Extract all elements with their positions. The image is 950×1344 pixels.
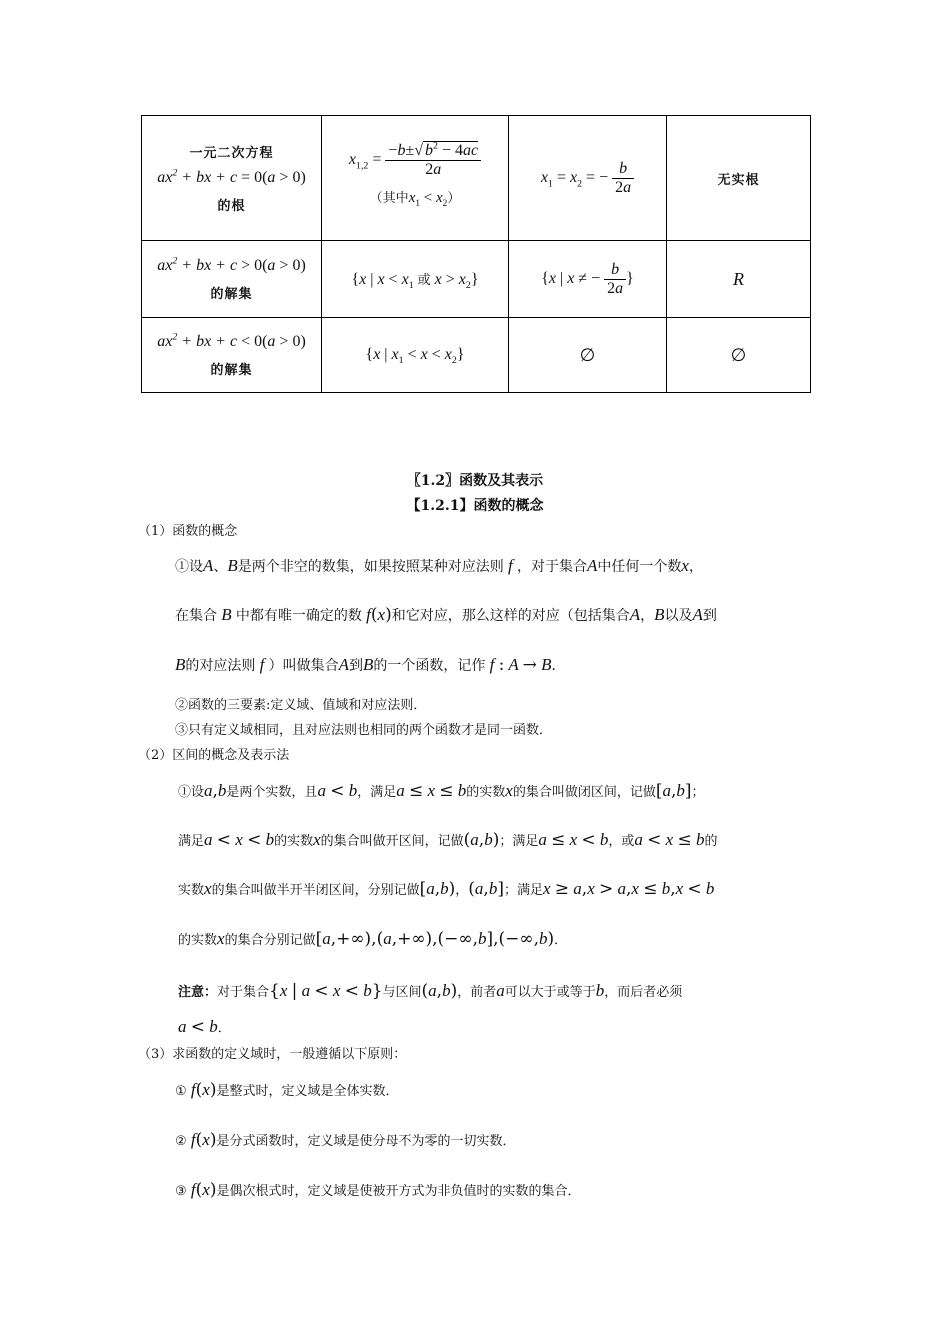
text: 满足 — [178, 834, 205, 849]
paragraph-line: B的对应法则 f ）叫做集合A到B的一个函数，记作 f : A → B． — [175, 655, 566, 675]
table-cell — [322, 318, 509, 393]
text: ． — [217, 1021, 231, 1036]
text: 的集合叫做开区间，记做 — [320, 834, 464, 849]
paragraph-line: 满足a < x < b的实数x的集合叫做开区间，记做(a,b)；满足a ≤ x < b，或a < x ≤ b的 — [178, 830, 718, 850]
or-text: 或 — [417, 272, 431, 287]
real-set: R — [733, 268, 744, 289]
text: 是两个实数，且 — [226, 785, 318, 800]
text: 是偶次根式时，定义域是使被开方式为非负值时的实数的集合． — [216, 1184, 581, 1199]
text: 中都有唯一确定的数 — [235, 608, 362, 624]
text: 到 — [702, 608, 717, 624]
note-text: （其中 — [369, 190, 409, 206]
text: ①设 — [175, 559, 203, 575]
solution-set: {x | x ≠ − $\frac{b}{2a}$ } — [541, 260, 634, 297]
text: 是整式时，定义域是全体实数． — [216, 1084, 399, 1099]
rule-line: ② f(x)是分式函数时，定义域是使分母不为零的一切实数． — [175, 1130, 516, 1150]
table-row — [142, 318, 811, 393]
text: 的实数 — [178, 933, 218, 948]
cell-label: 的解集 — [210, 362, 253, 378]
order-note: （其中$x_1 < x_2$） — [369, 189, 461, 209]
paragraph-line: 实数x的集合叫做半开半闭区间，分别记做[a,b)，(a,b]；满足x ≥ a,x > a,x ≤ b,x < b — [178, 879, 715, 899]
text: ，而后者必须 — [604, 985, 683, 1000]
text: 、 — [213, 559, 228, 575]
text: 是两个非空的数集，如果按照某种对应法则 — [237, 559, 504, 575]
table-cell — [667, 116, 811, 241]
paragraph-line: ③只有定义域相同，且对应法则也相同的两个函数才是同一函数． — [175, 723, 553, 738]
note-line: a < b． — [178, 1017, 231, 1037]
table-cell — [142, 318, 322, 393]
text: ；满足 — [503, 883, 543, 898]
paragraph-line: ①设A、B是两个非空的数集，如果按照某种对应法则 f ，对于集合A中任何一个数x， — [175, 556, 703, 575]
text: 的集合叫做半开半闭区间，分别记做 — [211, 883, 420, 898]
quadratic-formula: $x_{1,2}$ = $\frac{-b\pm√ b^2 - 4ac}{2a}$ — [322, 142, 508, 179]
table-cell — [509, 116, 667, 241]
note-line: 注意：对于集合{x | a < x < b}与区间(a,b)，前者a可以大于或等于b，而后者必须 — [178, 981, 683, 1001]
text: ② — [175, 1134, 187, 1149]
table-cell — [142, 116, 322, 241]
part2-heading: （2）区间的概念及表示法 — [138, 748, 290, 763]
table-cell — [509, 241, 667, 318]
text: 实数 — [178, 883, 205, 898]
text: 的集合分别记做 — [224, 933, 316, 948]
table-row — [142, 241, 811, 318]
text: ，满足 — [357, 785, 397, 800]
text: 对于集合 — [217, 985, 270, 1000]
table-cell — [322, 116, 509, 241]
text: ． — [551, 658, 566, 674]
text: ③ — [175, 1184, 187, 1199]
text: ， — [640, 608, 655, 624]
text: ，对于集合 — [517, 559, 588, 575]
paragraph-line: ②函数的三要素:定义域、值域和对应法则． — [175, 698, 427, 713]
text: 的集合叫做闭区间，记做 — [512, 785, 656, 800]
table-cell — [667, 241, 811, 318]
paragraph-line: 的实数x的集合分别记做[a,+∞),(a,+∞),(−∞,b],(−∞,b)． — [178, 929, 568, 949]
solution-set: {x | $x_1 < x < x_2$} — [365, 346, 465, 367]
cell-label: 的解集 — [210, 286, 253, 302]
table-cell — [142, 241, 322, 318]
cell-label: 一元二次方程 — [189, 146, 274, 161]
text: ， — [688, 559, 703, 575]
part1-heading: （1）函数的概念 — [138, 524, 238, 539]
text: 与区间 — [382, 985, 422, 1000]
note-text: ） — [447, 190, 461, 206]
text: ）叫做集合 — [268, 658, 339, 674]
text: 的 — [704, 834, 718, 849]
paragraph-line: ①设a,b是两个实数，且a < b，满足a ≤ x ≤ b的实数x的集合叫做闭区间，记做[a,b]； — [178, 781, 705, 801]
text: ；满足 — [499, 834, 539, 849]
text: ，前者 — [457, 985, 497, 1000]
cell-label: 无实根 — [717, 172, 760, 188]
table-cell — [667, 318, 811, 393]
text: ① — [175, 1084, 187, 1099]
quadratic-roots-table — [141, 115, 811, 393]
equation: $ax^2$ + bx + c < 0(a > 0) — [157, 331, 306, 350]
text: 和它对应，那么这样的对应（包括集合 — [391, 608, 630, 624]
section-title: 〖1.2〗函数及其表示 — [406, 473, 544, 489]
note-label: 注意： — [178, 985, 218, 1000]
text: 可以大于或等于 — [504, 985, 596, 1000]
text: 到 — [349, 658, 364, 674]
rule-line: ① f(x)是整式时，定义域是全体实数． — [175, 1080, 399, 1100]
empty-set: ∅ — [730, 344, 747, 366]
section-subtitle: 【1.2.1】函数的概念 — [406, 498, 544, 514]
table-cell — [322, 241, 509, 318]
text: ， — [455, 883, 469, 898]
paragraph-line: 在集合 B 中都有唯一确定的数 f(x)和它对应，那么这样的对应（包括集合A，B以及A到 — [175, 605, 717, 625]
text: 的实数 — [466, 785, 506, 800]
text: 的实数 — [274, 834, 314, 849]
text: 以及 — [664, 608, 693, 624]
text: ． — [554, 933, 568, 948]
empty-set: ∅ — [579, 344, 596, 366]
rule-line: ③ f(x)是偶次根式时，定义域是使被开方式为非负值时的实数的集合． — [175, 1180, 581, 1200]
text: ，或 — [608, 834, 635, 849]
text: 在集合 — [175, 608, 217, 624]
equation: $ax^2$ + bx + c = 0(a > 0) — [157, 167, 306, 186]
text: ； — [691, 785, 705, 800]
double-root: $x_1 = x_2$ = − $\frac{b}{2a}$ — [509, 160, 666, 197]
table-cell — [509, 318, 667, 393]
table-row — [142, 116, 811, 241]
part3-heading: （3）求函数的定义域时，一般遵循以下原则： — [138, 1047, 407, 1062]
text: 中任何一个数 — [597, 559, 682, 575]
equation: $ax^2$ + bx + c > 0(a > 0) — [157, 255, 306, 274]
text: ①设 — [178, 785, 205, 800]
text: 的对应法则 — [185, 658, 256, 674]
solution-set: {x | $x < x_1$ 或 $x > x_2$} — [351, 271, 479, 292]
text: 是分式函数时，定义域是使分母不为零的一切实数． — [216, 1134, 516, 1149]
text: 的一个函数，记作 — [373, 658, 486, 674]
cell-label: 的根 — [217, 199, 246, 214]
